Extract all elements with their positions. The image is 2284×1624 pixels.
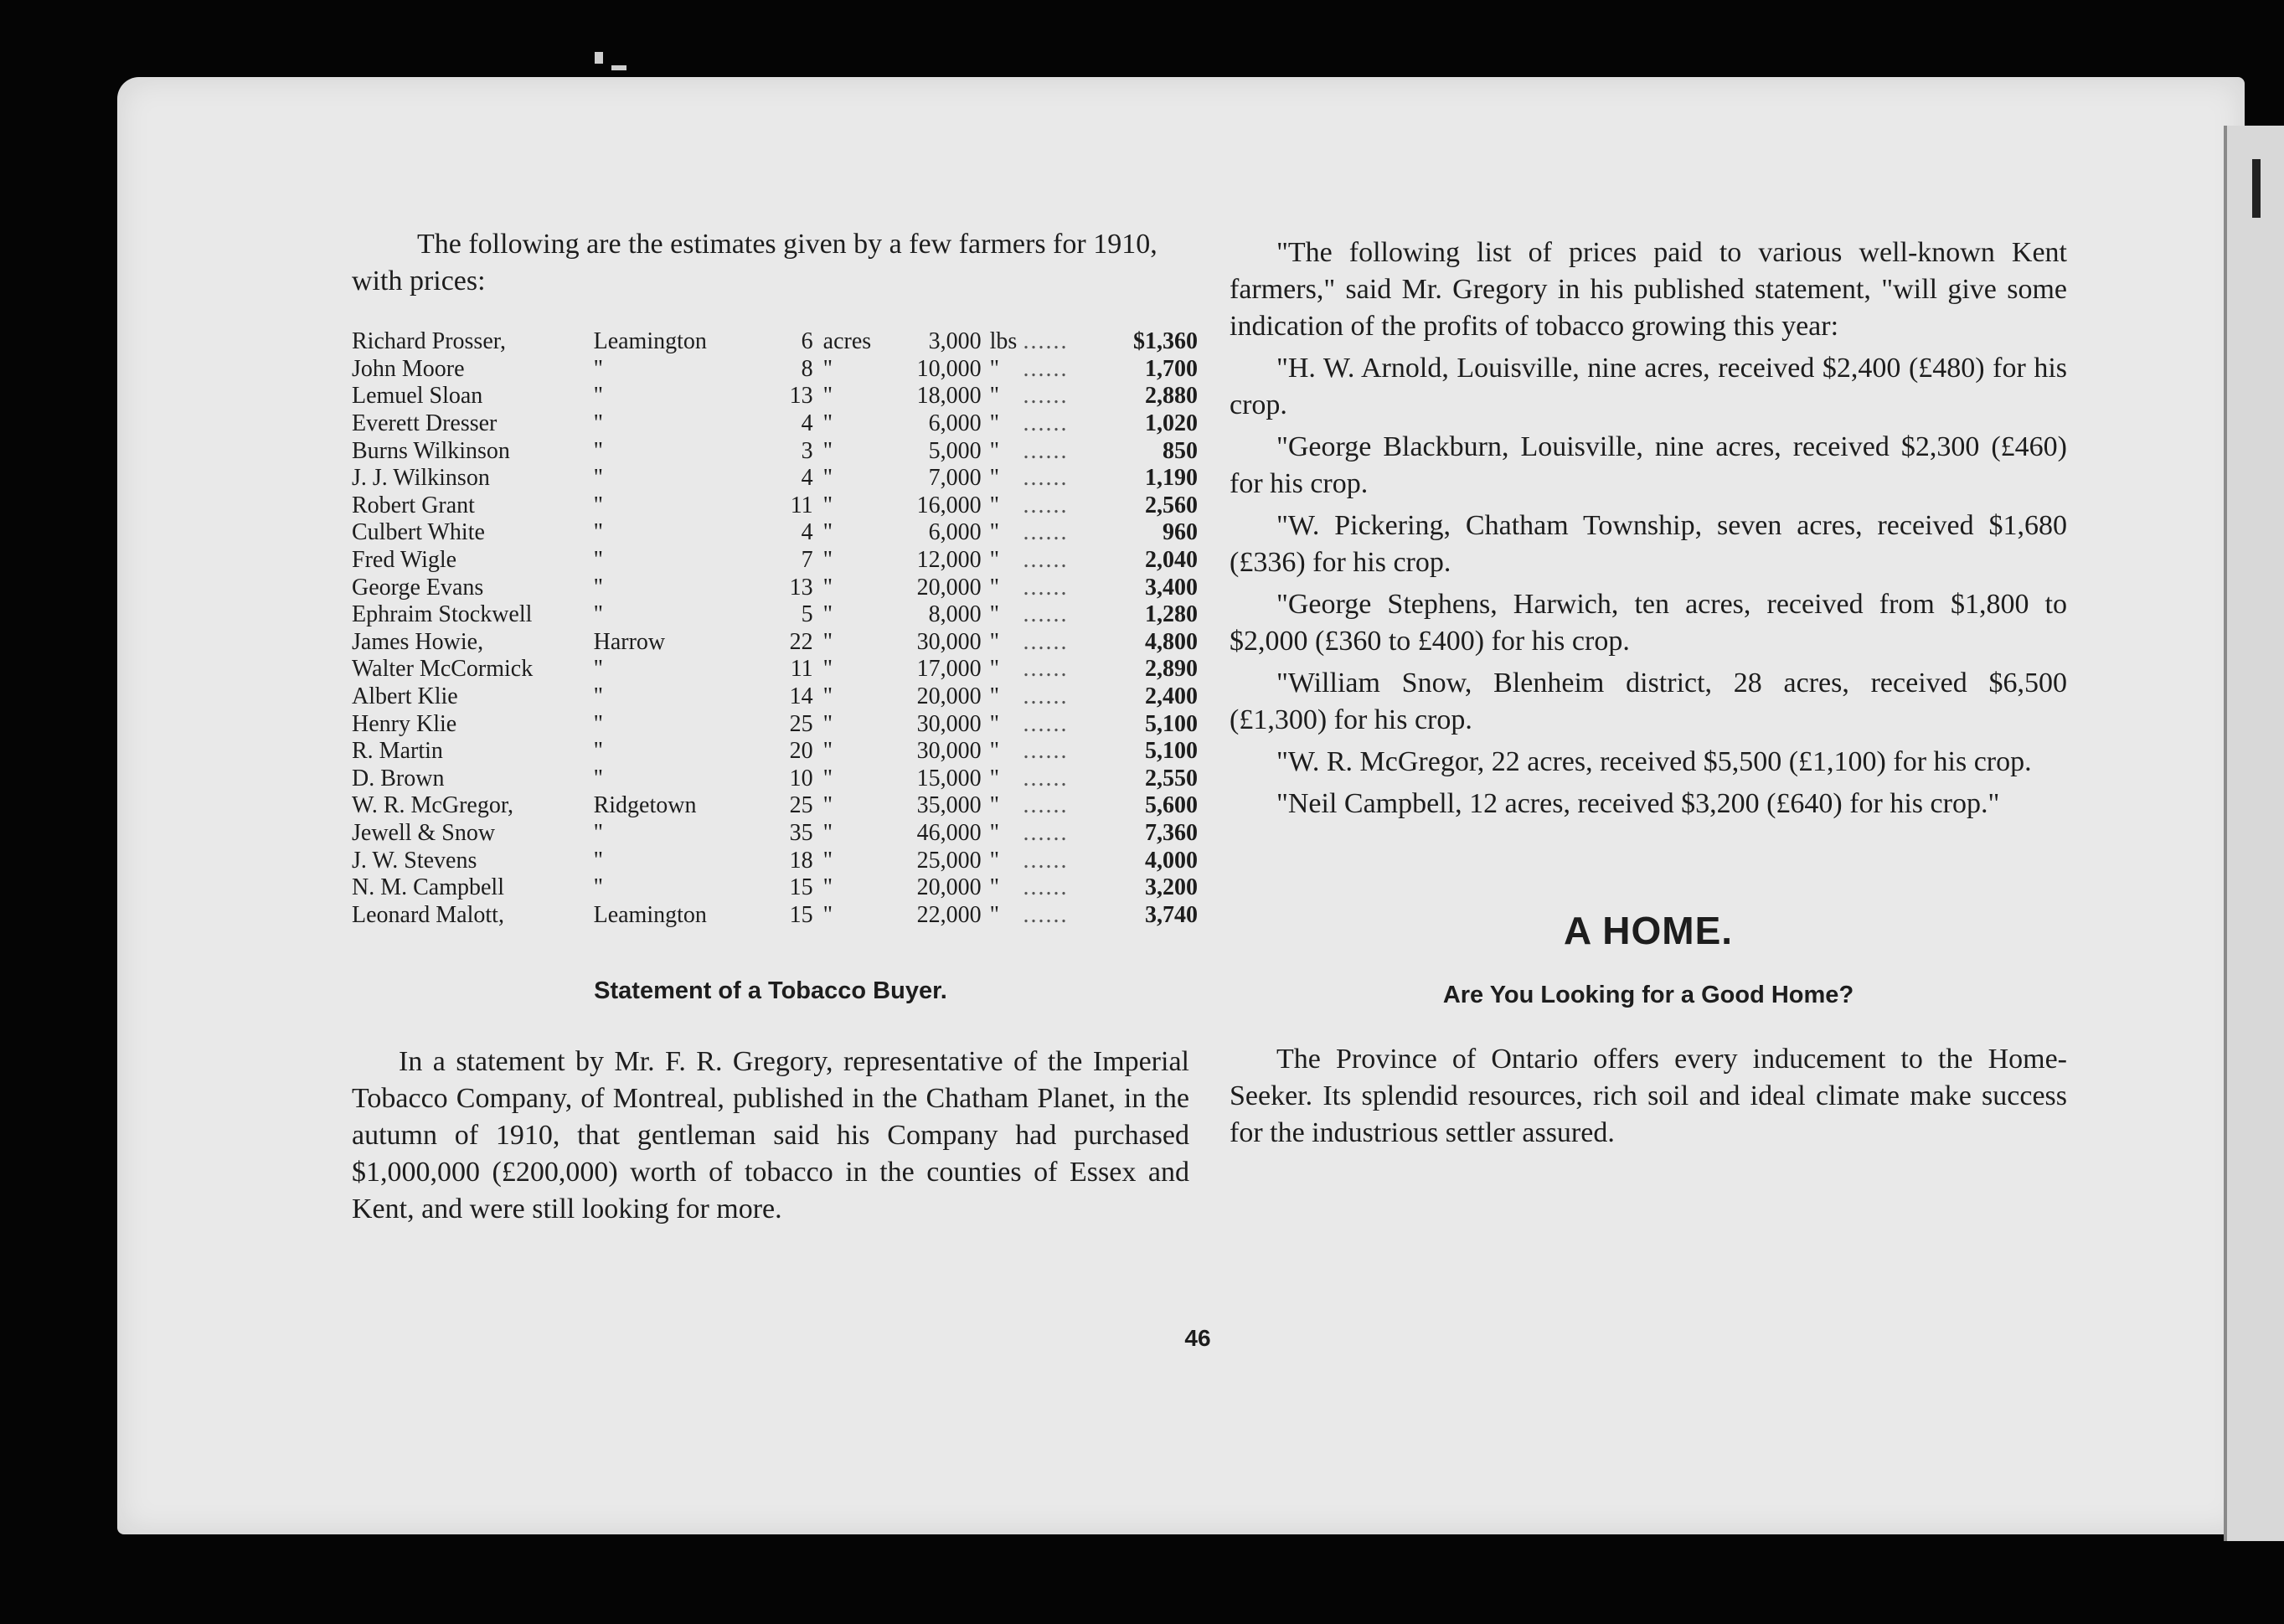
farmer-location: " (593, 738, 604, 765)
acres-unit: " (822, 437, 833, 464)
acres-value: 18 (789, 847, 813, 874)
quote-text: "George Blackburn, Louisville, nine acres, received $2,300 (£460) for his crop. (1230, 431, 2067, 499)
left-column (352, 226, 1198, 1228)
price-value: 5,100 (1145, 710, 1198, 737)
acres-value: 6 (801, 328, 813, 355)
acres-value: 13 (789, 383, 813, 410)
home-paragraph-text: The Province of Ontario offers every inducement to the Home-Seeker. Its splendid resources, rich soil and ideal climate make success for the industrious settler assured. (1230, 1044, 2067, 1148)
leader-dots: ...... (1023, 410, 1069, 437)
quote-text: "W. R. McGregor, 22 acres, received $5,500 (£1,100) for his crop. (1276, 746, 2032, 777)
quote-paragraph (1230, 744, 2067, 781)
leader-dots: ...... (1023, 847, 1069, 874)
price-value: 960 (1163, 519, 1198, 546)
acres-unit: " (822, 710, 833, 737)
leader-dots: ...... (1023, 383, 1069, 410)
price-value: 2,880 (1145, 383, 1198, 410)
pounds-unit: " (989, 738, 1000, 765)
acres-unit: " (822, 547, 833, 574)
estimate-row (352, 601, 1198, 629)
price-value: 3,400 (1145, 574, 1198, 601)
leader-dots: ...... (1023, 437, 1069, 464)
estimate-row (352, 629, 1198, 657)
quote-paragraph (1230, 665, 2067, 739)
farmer-location: " (593, 383, 604, 410)
estimate-row (352, 437, 1198, 465)
pounds-value: 30,000 (916, 710, 982, 737)
leader-dots: ...... (1023, 656, 1069, 683)
quote-paragraph (1230, 235, 2067, 345)
pounds-value: 20,000 (916, 574, 982, 601)
farmer-name: Henry Klie (352, 710, 457, 737)
estimate-row (352, 519, 1198, 547)
price-value: 5,600 (1145, 792, 1198, 819)
acres-unit: " (822, 383, 833, 410)
quote-paragraph (1230, 508, 2067, 581)
farmer-location: Harrow (593, 628, 666, 655)
estimates-table (352, 328, 1198, 929)
acres-value: 15 (789, 901, 813, 928)
estimate-row (352, 874, 1198, 902)
leader-dots: ...... (1023, 765, 1069, 791)
acres-unit: acres (822, 328, 872, 355)
acres-value: 15 (789, 874, 813, 901)
farmer-location: Ridgetown (593, 792, 697, 819)
farmer-location: " (593, 574, 604, 601)
home-heading: A HOME. (1563, 909, 1734, 952)
home-paragraph (1230, 1041, 2067, 1152)
leader-dots: ...... (1023, 710, 1069, 737)
price-value: 1,190 (1145, 465, 1198, 492)
estimate-row (352, 901, 1198, 929)
farmer-location: " (593, 355, 604, 382)
price-value: 2,040 (1145, 547, 1198, 574)
acres-unit: " (822, 410, 833, 437)
acres-unit: " (822, 492, 833, 518)
leader-dots: ...... (1023, 792, 1069, 819)
pounds-value: 16,000 (916, 492, 982, 518)
price-value: 2,550 (1145, 765, 1198, 791)
pounds-value: 22,000 (916, 901, 982, 928)
buyer-paragraph (352, 1044, 1189, 1228)
pounds-value: 15,000 (916, 765, 982, 791)
farmer-name: Jewell & Snow (352, 819, 496, 846)
pounds-unit: " (989, 547, 1000, 574)
estimate-row (352, 328, 1198, 356)
farmer-location: " (593, 683, 604, 710)
quote-text: "George Stephens, Harwich, ten acres, received from $1,800 to $2,000 (£360 to £400) for his crop. (1230, 589, 2067, 657)
pounds-unit: " (989, 574, 1000, 601)
estimate-row (352, 683, 1198, 711)
pounds-value: 46,000 (916, 819, 982, 846)
pounds-unit: lbs (989, 328, 1018, 355)
acres-value: 25 (789, 792, 813, 819)
price-value: 3,200 (1145, 874, 1198, 901)
pounds-value: 30,000 (916, 738, 982, 765)
price-value: 4,000 (1145, 847, 1198, 874)
acres-unit: " (822, 765, 833, 791)
estimate-row (352, 465, 1198, 492)
acres-unit: " (822, 601, 833, 628)
farmer-location: " (593, 656, 604, 683)
price-value: 2,560 (1145, 492, 1198, 518)
buyer-paragraph-text: In a statement by Mr. F. R. Gregory, representative of the Imperial Tobacco Company, of Montreal, published in the Chatham Planet, in the autumn of 1910, that gentleman said his Company had purchased $1,000,000 (£200,000) worth of tobacco in the counties of Essex and Kent, and were still looking for more. (352, 1046, 1189, 1225)
leader-dots: ...... (1023, 465, 1069, 492)
pounds-value: 18,000 (916, 383, 982, 410)
page-number: 46 (1184, 1325, 1211, 1351)
farmer-location: " (593, 710, 604, 737)
estimate-row (352, 547, 1198, 575)
leader-dots: ...... (1023, 628, 1069, 655)
estimates-intro-text: The following are the estimates given by a few farmers for 1910, with prices: (352, 229, 1157, 296)
pounds-unit: " (989, 410, 1000, 437)
pounds-unit: " (989, 628, 1000, 655)
acres-unit: " (822, 738, 833, 765)
leader-dots: ...... (1023, 819, 1069, 846)
price-value: 5,100 (1145, 738, 1198, 765)
quote-text: "Neil Campbell, 12 acres, received $3,200 (£640) for his crop." (1276, 788, 2000, 819)
estimates-intro (352, 226, 1189, 300)
quote-paragraph (1230, 350, 2067, 424)
price-value: 1,700 (1145, 355, 1198, 382)
edge-mark (2252, 159, 2261, 218)
farmer-location: " (593, 547, 604, 574)
price-value: 4,800 (1145, 628, 1198, 655)
farmer-name: Robert Grant (352, 492, 475, 518)
acres-value: 22 (789, 628, 813, 655)
leader-dots: ...... (1023, 874, 1069, 901)
estimate-row (352, 383, 1198, 410)
pounds-unit: " (989, 901, 1000, 928)
acres-value: 4 (801, 410, 813, 437)
farmer-location: " (593, 819, 604, 846)
farmer-name: Ephraim Stockwell (352, 601, 533, 628)
acres-unit: " (822, 628, 833, 655)
farmer-location: " (593, 465, 604, 492)
acres-unit: " (822, 656, 833, 683)
acres-unit: " (822, 519, 833, 546)
price-value: $1,360 (1133, 328, 1198, 355)
estimate-row (352, 410, 1198, 438)
pounds-value: 17,000 (916, 656, 982, 683)
pounds-unit: " (989, 819, 1000, 846)
pounds-value: 10,000 (916, 355, 982, 382)
pounds-unit: " (989, 765, 1000, 791)
pounds-unit: " (989, 656, 1000, 683)
farmer-name: James Howie, (352, 628, 484, 655)
acres-unit: " (822, 683, 833, 710)
leader-dots: ...... (1023, 683, 1069, 710)
pounds-value: 3,000 (928, 328, 982, 355)
acres-value: 11 (790, 492, 813, 518)
estimate-row (352, 766, 1198, 793)
quote-text: "H. W. Arnold, Louisville, nine acres, received $2,400 (£480) for his crop. (1230, 353, 2067, 420)
leader-dots: ...... (1023, 355, 1069, 382)
acres-value: 7 (801, 547, 813, 574)
farmer-location: " (593, 847, 604, 874)
leader-dots: ...... (1023, 574, 1069, 601)
leader-dots: ...... (1023, 738, 1069, 765)
leader-dots: ...... (1023, 328, 1069, 355)
pounds-unit: " (989, 683, 1000, 710)
acres-unit: " (822, 847, 833, 874)
farmer-location: Leamington (593, 328, 707, 355)
leader-dots: ...... (1023, 492, 1069, 518)
acres-value: 3 (801, 437, 813, 464)
pounds-unit: " (989, 355, 1000, 382)
estimate-row (352, 656, 1198, 683)
farmer-location: " (593, 601, 604, 628)
price-value: 1,020 (1145, 410, 1198, 437)
acres-unit: " (822, 465, 833, 492)
pounds-unit: " (989, 437, 1000, 464)
estimate-row (352, 738, 1198, 766)
farmer-name: D. Brown (352, 765, 445, 791)
pounds-value: 20,000 (916, 683, 982, 710)
farmer-name: George Evans (352, 574, 484, 601)
quote-text: "W. Pickering, Chatham Township, seven acres, received $1,680 (£336) for his crop. (1230, 510, 2067, 578)
price-value: 2,890 (1145, 656, 1198, 683)
leader-dots: ...... (1023, 901, 1069, 928)
pounds-value: 6,000 (928, 410, 982, 437)
farmer-location: " (593, 765, 604, 791)
price-value: 7,360 (1145, 819, 1198, 846)
pounds-value: 35,000 (916, 792, 982, 819)
estimate-row (352, 820, 1198, 848)
farmer-name: J. J. Wilkinson (352, 465, 490, 492)
pounds-value: 8,000 (928, 601, 982, 628)
farmer-location: " (593, 492, 604, 518)
price-value: 850 (1163, 437, 1198, 464)
acres-value: 4 (801, 465, 813, 492)
acres-value: 14 (789, 683, 813, 710)
pounds-unit: " (989, 792, 1000, 819)
farmer-name: Walter McCormick (352, 656, 534, 683)
farmer-name: N. M. Campbell (352, 874, 504, 901)
scan-speck (595, 52, 603, 64)
home-subheading: Are You Looking for a Good Home? (1442, 982, 1854, 1008)
quote-paragraph (1230, 586, 2067, 660)
quote-paragraph (1230, 786, 2067, 822)
pounds-unit: " (989, 601, 1000, 628)
farmer-name: R. Martin (352, 738, 443, 765)
farmer-name: Leonard Malott, (352, 901, 504, 928)
pounds-value: 30,000 (916, 628, 982, 655)
farmer-name: W. R. McGregor, (352, 792, 514, 819)
farmer-location: " (593, 519, 604, 546)
farmer-name: Fred Wigle (352, 547, 457, 574)
acres-value: 10 (789, 765, 813, 791)
leader-dots: ...... (1023, 601, 1069, 628)
pounds-unit: " (989, 710, 1000, 737)
farmer-location: " (593, 437, 604, 464)
estimate-row (352, 574, 1198, 601)
estimate-row (352, 710, 1198, 738)
farmer-name: J. W. Stevens (352, 847, 477, 874)
pounds-value: 25,000 (916, 847, 982, 874)
farmer-name: Lemuel Sloan (352, 383, 483, 410)
pounds-value: 20,000 (916, 874, 982, 901)
farmer-name: Burns Wilkinson (352, 437, 510, 464)
facing-page-edge (2224, 126, 2284, 1541)
pounds-unit: " (989, 492, 1000, 518)
acres-value: 8 (801, 355, 813, 382)
acres-value: 25 (789, 710, 813, 737)
estimate-row (352, 492, 1198, 520)
pounds-unit: " (989, 465, 1000, 492)
acres-value: 35 (789, 819, 813, 846)
farmer-location: Leamington (593, 901, 707, 928)
acres-value: 20 (789, 738, 813, 765)
price-value: 3,740 (1145, 901, 1198, 928)
price-value: 2,400 (1145, 683, 1198, 710)
acres-value: 5 (801, 601, 813, 628)
estimate-row (352, 847, 1198, 874)
acres-value: 13 (789, 574, 813, 601)
pounds-unit: " (989, 874, 1000, 901)
acres-unit: " (822, 901, 833, 928)
pounds-value: 5,000 (928, 437, 982, 464)
scan-speck (611, 65, 626, 70)
acres-unit: " (822, 874, 833, 901)
leader-dots: ...... (1023, 547, 1069, 574)
pounds-value: 12,000 (916, 547, 982, 574)
farmer-name: Everett Dresser (352, 410, 498, 437)
acres-value: 4 (801, 519, 813, 546)
acres-unit: " (822, 574, 833, 601)
farmer-name: Richard Prosser, (352, 328, 506, 355)
acres-value: 11 (790, 656, 813, 683)
farmer-location: " (593, 410, 604, 437)
quote-text: "The following list of prices paid to various well-known Kent farmers," said Mr. Gregory in his published statement, "will give some indication of the profits of tobacco growing this year: (1230, 237, 2067, 342)
right-column (1230, 235, 2067, 1152)
farmer-name: John Moore (352, 355, 465, 382)
buyer-heading: Statement of a Tobacco Buyer. (594, 977, 947, 1005)
pounds-value: 7,000 (928, 465, 982, 492)
pounds-unit: " (989, 383, 1000, 410)
farmer-quotes (1230, 235, 2067, 822)
estimate-row (352, 792, 1198, 820)
quote-paragraph (1230, 429, 2067, 503)
pounds-unit: " (989, 847, 1000, 874)
acres-unit: " (822, 355, 833, 382)
pounds-unit: " (989, 519, 1000, 546)
quote-text: "William Snow, Blenheim district, 28 acres, received $6,500 (£1,300) for his crop. (1230, 668, 2067, 735)
acres-unit: " (822, 792, 833, 819)
price-value: 1,280 (1145, 601, 1198, 628)
farmer-location: " (593, 874, 604, 901)
farmer-name: Albert Klie (352, 683, 458, 710)
leader-dots: ...... (1023, 519, 1069, 546)
estimate-row (352, 356, 1198, 384)
pounds-value: 6,000 (928, 519, 982, 546)
acres-unit: " (822, 819, 833, 846)
farmer-name: Culbert White (352, 519, 485, 546)
